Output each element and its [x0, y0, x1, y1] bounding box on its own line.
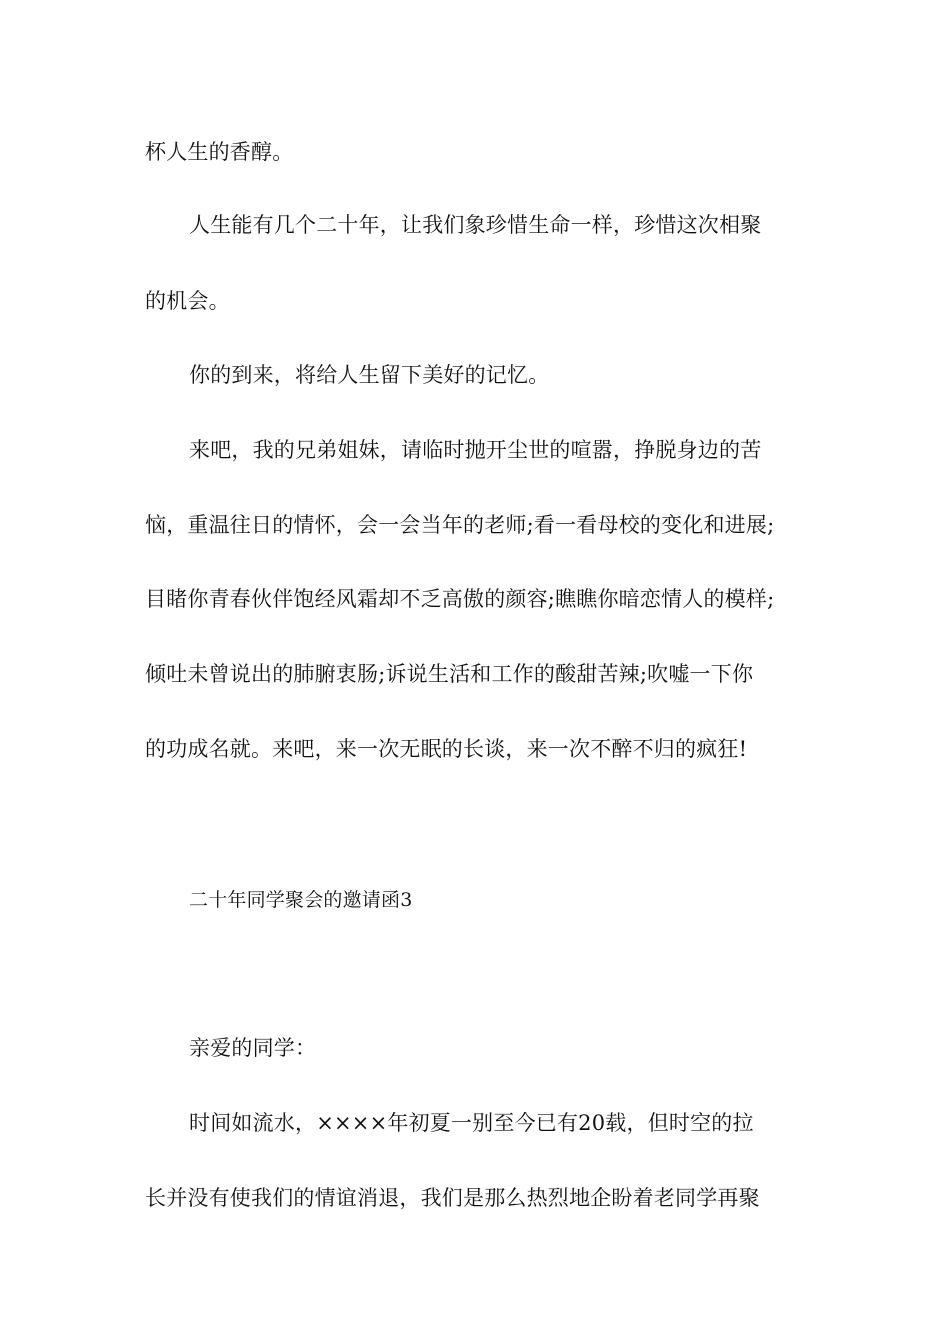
text-line: 倾吐未曾说出的肺腑衷肠;诉说生活和工作的酸甜苦辣;吹嘘一下你	[145, 662, 754, 686]
text-line: 你的到来，将给人生留下美好的记忆。	[189, 363, 550, 387]
text-line: 来吧，我的兄弟姐妹，请临时抛开尘世的喧嚣，挣脱身边的苦	[189, 438, 762, 462]
section-heading: 二十年同学聚会的邀请函3	[189, 889, 413, 911]
text-line: 时间如流水，××××年初夏一别至今已有20载，但时空的拉	[189, 1111, 754, 1135]
greeting-line: 亲爱的同学：	[189, 1036, 317, 1060]
text-line: 杯人生的香醇。	[145, 140, 294, 164]
text-line: 的机会。	[145, 289, 230, 313]
text-line: 目睹你青春伙伴饱经风霜却不乏高傲的颜容;瞧瞧你暗恋情人的模样;	[145, 587, 775, 611]
text-line: 恼，重温往日的情怀，会一会当年的老师;看一看母校的变化和进展;	[145, 513, 775, 537]
text-line: 的功成名就。来吧，来一次无眠的长谈，来一次不醉不归的疯狂!	[145, 737, 748, 761]
text-line: 人生能有几个二十年，让我们象珍惜生命一样，珍惜这次相聚	[189, 213, 762, 237]
text-line: 长并没有使我们的情谊消退，我们是那么热烈地企盼着老同学再聚	[145, 1186, 760, 1210]
